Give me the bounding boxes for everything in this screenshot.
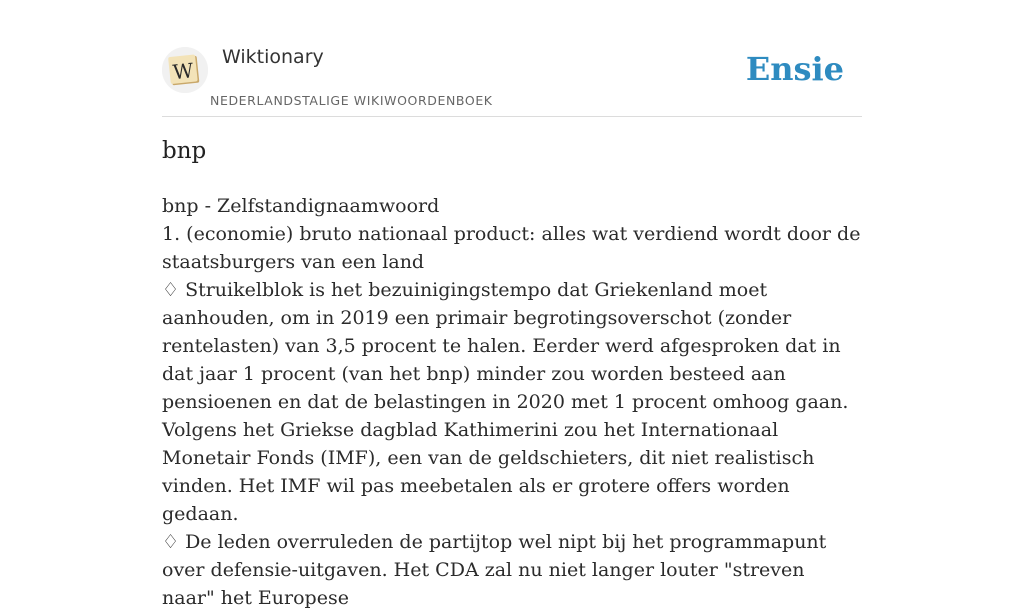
part-of-speech-line: bnp - Zelfstandignaamwoord bbox=[162, 195, 440, 217]
brand-tagline: NEDERLANDSTALIGE WIKIWOORDENBOEK bbox=[210, 93, 493, 108]
logo-letter: W bbox=[171, 58, 195, 85]
header bbox=[162, 0, 862, 117]
wiktionary-w-tile-icon[interactable] bbox=[162, 47, 208, 93]
definition: 1. (economie) bruto nationaal product: alles wat verdiend wordt door de staatsburgers van een land bbox=[162, 223, 861, 273]
example-sentence-2: ♢ De leden overruleden de partijtop wel nipt bij het programmapunt over defensie-uitgaven. Het CDA zal nu niet langer louter "streven naar" het Europese bbox=[162, 531, 827, 609]
ensie-logo-link[interactable]: Ensie bbox=[745, 50, 844, 88]
entry-card bbox=[162, 0, 862, 609]
entry-content bbox=[162, 192, 862, 612]
example-sentence-1: ♢ Struikelblok is het bezuinigingstempo dat Griekenland moet aanhouden, om in 2019 een primair begrotingsoverschot (zonder rentelasten) van 3,5 procent te halen. Eerder werd afgesproken dat in dat jaar 1 procent (van het bnp) minder zou worden besteed aan pensioenen en dat de belastingen in 2020 met 1 procent omhoog gaan. Volgens het Griekse dagblad Kathimerini zou het Internationaal Monetair Fonds (IMF), een van de geldschieters, dit niet realistisch vinden. Het IMF wil pas meebetalen als er grotere offers worden gedaan. bbox=[162, 279, 849, 525]
page-title: bnp bbox=[162, 138, 207, 164]
brand-name[interactable]: Wiktionary bbox=[222, 46, 324, 68]
